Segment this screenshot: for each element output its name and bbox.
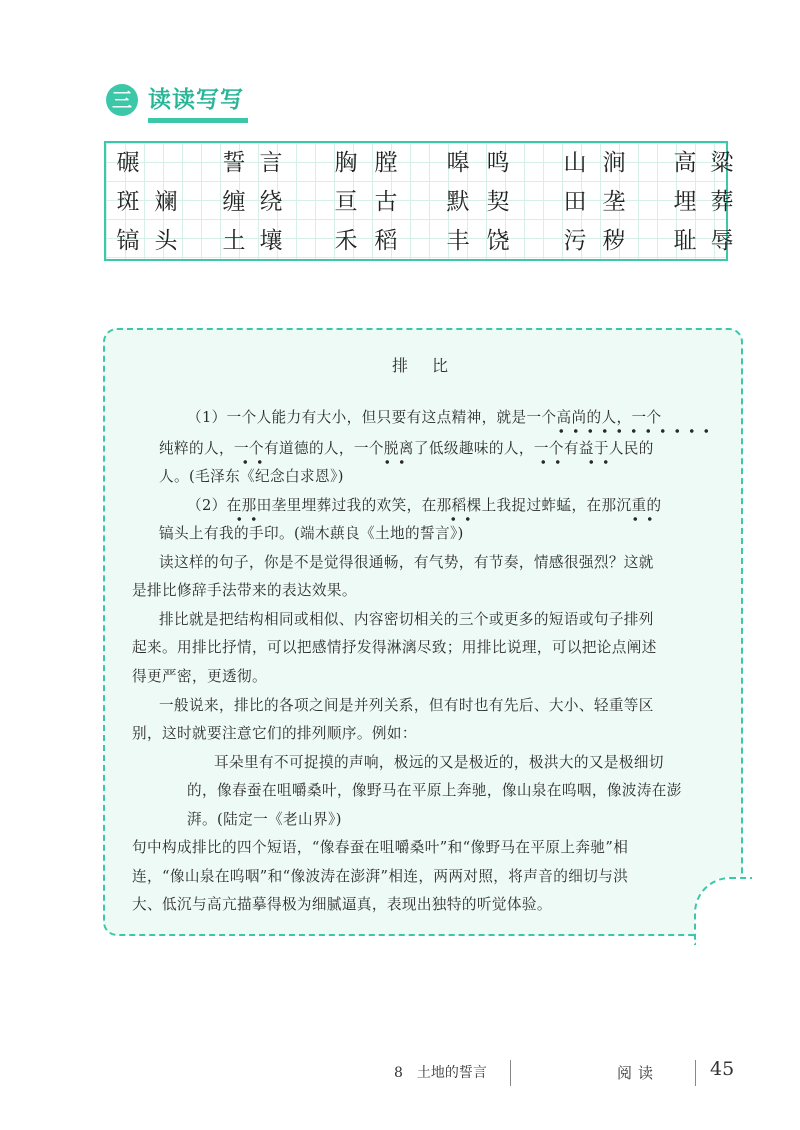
panel-title: 排比	[392, 356, 473, 375]
panel-line: 的，像春蚕在咀嚼桑叶，像野马在平原上奔驰，像山泉在呜咽，像波涛在澎	[187, 782, 682, 799]
vocab-char: 镐	[116, 228, 140, 254]
vocab-char: 绕	[259, 189, 283, 215]
panel-line: 排比就是把结构相同或相似、内容密切相关的三个或更多的短语或句子排列	[159, 611, 654, 628]
vocabulary-grid	[104, 141, 734, 261]
section-number-badge: 三	[106, 84, 138, 116]
panel-line: 句中构成排比的四个短语，“像春蚕在咀嚼桑叶”和“像野马在平原上奔驰”相	[132, 839, 629, 856]
vocab-char: 胸	[334, 150, 358, 176]
vocab-char: 斓	[154, 189, 178, 215]
vocab-char: 古	[374, 189, 398, 215]
section-title-underline	[148, 118, 248, 123]
panel-line: 别，这时就要注意它们的排列顺序。例如：	[132, 725, 417, 742]
panel-line: 耳朵里有不可捉摸的声响，极远的又是极近的，极洪大的又是极细切	[214, 754, 664, 771]
vocab-char: 言	[259, 150, 283, 176]
emphasis-dots	[628, 516, 660, 522]
footer-divider	[510, 1060, 511, 1086]
panel-line: （1）一个人能力有大小，但只要有这点精神，就是一个高尚的人，一个	[187, 409, 662, 426]
vocab-char: 垄	[602, 189, 626, 215]
section-header	[106, 84, 246, 124]
footer-divider	[695, 1060, 696, 1086]
emphasis-dots	[536, 459, 564, 465]
panel-line: 得更严密，更透彻。	[132, 668, 267, 685]
vocab-char: 污	[563, 228, 587, 254]
panel-line: 湃。(陆定一《老山界》)	[187, 811, 342, 828]
panel-line: 大、低沉与高亢描摹得极为细腻逼真，表现出独特的听觉体验。	[132, 896, 552, 913]
vocab-char: 禾	[334, 228, 358, 254]
vocab-row	[106, 182, 734, 222]
vocab-char: 嗥	[446, 150, 470, 176]
vocab-char: 丰	[446, 228, 470, 254]
vocab-char: 秽	[602, 228, 626, 254]
vocab-row	[106, 221, 734, 261]
vocab-char: 鸣	[486, 150, 510, 176]
panel-line: （2）在那田垄里埋葬过我的欢笑，在那稻棵上我捉过蚱蜢，在那沉重的	[187, 497, 662, 514]
vocab-char: 土	[222, 228, 246, 254]
vocab-char: 葬	[710, 189, 734, 215]
vocab-char: 碾	[116, 150, 140, 176]
vocab-char: 膛	[374, 150, 398, 176]
footer-lesson: 8 土地的誓言	[394, 1065, 487, 1081]
vocab-char: 粱	[710, 150, 734, 176]
panel-line: 纯粹的人，一个有道德的人，一个脱离了低级趣味的人，一个有益于人民的	[159, 440, 654, 457]
vocab-char: 契	[486, 189, 510, 215]
vocab-char: 田	[563, 189, 587, 215]
vocab-char: 涧	[602, 150, 626, 176]
vocab-char: 高	[673, 150, 697, 176]
vocab-char: 斑	[116, 189, 140, 215]
vocab-char: 稻	[374, 228, 398, 254]
vocab-char: 辱	[710, 228, 734, 254]
vocab-char: 头	[154, 228, 178, 254]
emphasis-dots	[380, 459, 412, 465]
vocab-char: 默	[446, 189, 470, 215]
vocab-char: 山	[563, 150, 587, 176]
panel-line: 读这样的句子，你是不是觉得很通畅，有气势，有节奏，情感很强烈？这就	[159, 554, 654, 571]
vocab-char: 誓	[222, 150, 246, 176]
vocab-char: 饶	[486, 228, 510, 254]
footer-section: 阅读	[617, 1064, 660, 1082]
panel-line: 一般说来，排比的各项之间是并列关系，但有时也有先后、大小、轻重等区	[159, 697, 654, 714]
emphasis-dots	[584, 459, 616, 465]
vocab-row	[106, 143, 734, 183]
panel-line: 连，“像山泉在呜咽”和“像波涛在澎湃”相连，两两对照，将声音的细切与洪	[132, 868, 629, 885]
panel-line: 镐头上有我的手印。(端木蕻良《土地的誓言》)	[159, 525, 464, 542]
section-title: 读读写写	[148, 87, 244, 113]
vocab-char: 亘	[334, 189, 358, 215]
page-number: 45	[710, 1058, 735, 1080]
panel-line: 是排比修辞手法带来的表达效果。	[132, 582, 357, 599]
panel-line: 起来。用排比抒情，可以把感情抒发得淋漓尽致；用排比说理，可以把论点阐述	[132, 639, 657, 656]
vocab-char: 缠	[222, 189, 246, 215]
vocab-char: 埋	[673, 189, 697, 215]
vocab-char: 壤	[259, 228, 283, 254]
emphasis-dots	[554, 428, 714, 434]
vocab-char: 耻	[673, 228, 697, 254]
panel-line: 人。(毛泽东《纪念白求恩》)	[159, 468, 344, 485]
